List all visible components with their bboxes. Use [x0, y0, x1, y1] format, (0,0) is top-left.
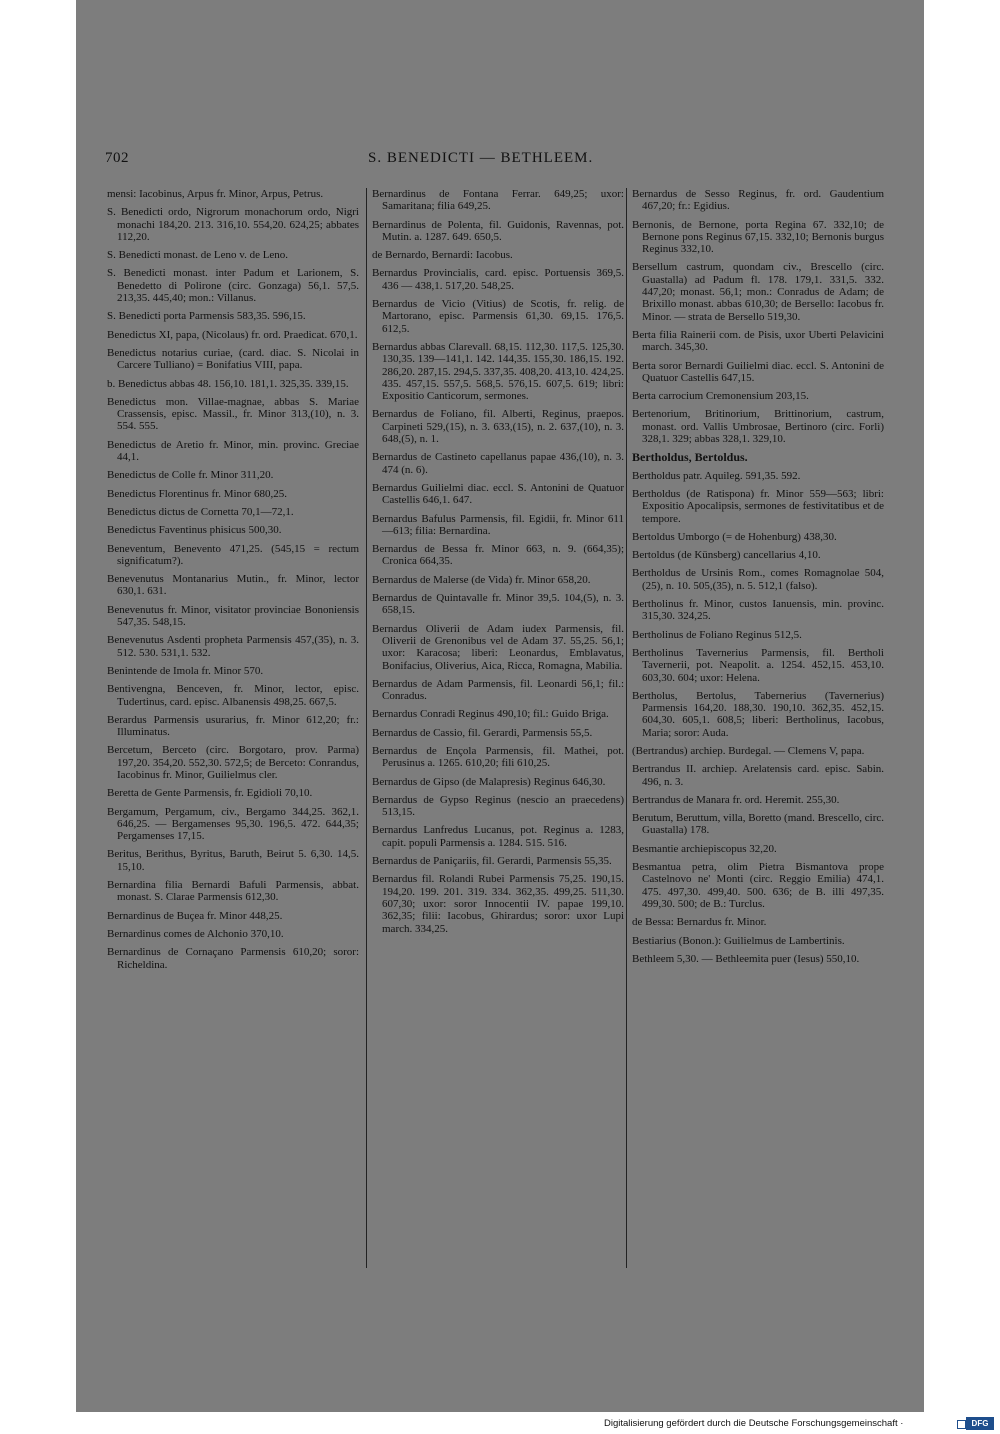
dfg-logo: DFG: [966, 1417, 994, 1430]
index-entry: Bertholdus de Ursinis Rom., comes Romagnolae 504,(25), n. 10. 505,(35), n. 5. 512,1 (falso).: [632, 567, 884, 592]
index-entry: Bernardus de Gypso Reginus (nescio an praecedens) 513,15.: [372, 793, 624, 819]
index-entry: S. Benedicti porta Parmensis 583,35. 596,15.: [107, 310, 306, 323]
index-entry: Bernardus de Vicio (Vitius) de Scotis, fr. relig. de Martorano, episc. Parmensis 61,30. 69,15. 176,5. 612,5.: [372, 298, 624, 335]
index-entry: Bernardus abbas Clarevall. 68,15. 112,30. 117,5. 125,30. 130,35. 139—141,1. 142. 144,35. 155,30. 186,15. 192. 286,20. 287,15. 294,5. 337,35. 408,20. 413,10. 424,25. 435. 457,15. 557,5. 568,5. 576,15. 607,5. 619; libri: Expositio Canticorum, sermones.: [372, 340, 624, 403]
index-entry: Beritus, Berithus, Byritus, Baruth, Beirut 5. 6,30. 14,5. 15,10.: [107, 848, 359, 873]
index-entry: Bernonis, de Bernone, porta Regina 67. 332,10; de Bernone pons Reginus 67,15. 332,10; Bernonis burgus Reginus 332,10.: [632, 218, 884, 256]
column-divider: [626, 188, 627, 1268]
page-number: 702: [105, 150, 129, 166]
index-entry: Bertholus, Bertolus, Tabernerius (Tavernerius) Parmensis 164,20. 188,30. 190,10. 362,35. 452,15. 604,30. 605,1. 608,5; liberi: Bertholinus, Iacobus, Maria; soror: Auda.: [632, 689, 884, 739]
index-entry: Bernardus Conradi Reginus 490,10; fil.: Guido Briga.: [372, 708, 609, 721]
column-divider: [366, 188, 367, 1268]
index-entry: Benedictus mon. Villae-magnae, abbas S. Mariae Crassensis, episc. Massil., fr. Minor 313,(10), n. 3. 554. 555.: [107, 395, 359, 433]
index-entry: Benedictus de Aretio fr. Minor, min. provinc. Greciae 44,1.: [107, 438, 359, 464]
index-entry: b. Benedictus abbas 48. 156,10. 181,1. 325,35. 339,15.: [107, 377, 349, 390]
index-entry: Bernardus Oliverii de Adam iudex Parmensis, fil. Oliverii de Grenonibus vel de Adam 37. 55,25. 56,1; uxor: Karacosa; liberi: Leonardus, Emblavatus, Bonifacius, Oliverius, Aica, Ricca, Romagna, Mabilia.: [372, 622, 624, 672]
index-entry: Benevenutus Asdenti propheta Parmensis 457,(35), n. 3. 512. 530. 531,1. 532.: [107, 634, 359, 659]
index-entry: Bethleem 5,30. — Bethleemita puer (Iesus) 550,10.: [632, 952, 860, 965]
index-entry: Bersellum castrum, quondam civ., Brescello (circ. Guastalla) ad Padum fl. 178. 179,1. 331,5. 332. 447,20; monast. 56,1; mon.: Conradus de Adam; de Brixillo monast. abbas 610,30; de Bersello: Iacobus fr. Minor. — strata de Bersello 519,30.: [632, 261, 884, 323]
index-entry: Bernardus de Bessa fr. Minor 663, n. 9. (664,35); Cronica 664,35.: [372, 543, 624, 568]
index-entry: Benevenutus Montanarius Mutin., fr. Minor, lector 630,1. 631.: [107, 573, 359, 598]
index-entry: Bernardinus de Polenta, fil. Guidonis, Ravennas, pot. Mutin. a. 1287. 649. 650,5.: [372, 218, 624, 243]
index-entry: Benedictus XI, papa, (Nicolaus) fr. ord. Praedicat. 670,1.: [107, 328, 358, 341]
index-entry: Bernardus de Malerse (de Vida) fr. Minor 658,20.: [372, 573, 591, 586]
index-entry: Bernardus de Gipso (de Malapresis) Reginus 646,30.: [372, 775, 606, 788]
index-entry: Benevenutus fr. Minor, visitator provinciae Bononiensis 547,35. 548,15.: [107, 603, 359, 629]
index-column-3: [632, 188, 884, 971]
index-entry: Bernardus de Ençola Parmensis, fil. Mathei, pot. Perusinus a. 1265. 610,20; fili 610,25.: [372, 744, 624, 770]
index-entry: Bergamum, Pergamum, civ., Bergamo 344,25. 362,1. 646,25. — Bergamenses 95,30. 196,5. 472. 644,35; Pergamenses 17,15.: [107, 805, 359, 843]
index-entry: Bertrandus de Manara fr. ord. Heremit. 255,30.: [632, 793, 840, 806]
funding-notice: Digitalisierung gefördert durch die Deutsche Forschungsgemeinschaft ·: [604, 1418, 904, 1429]
index-entry: Bentivengna, Benceven, fr. Minor, lector, episc. Tudertinus, card. episc. Albanensis 498,25. 667,5.: [107, 683, 359, 708]
index-column-2: [372, 188, 624, 941]
index-entry: Bernardus de Paniçariis, fil. Gerardi, Parmensis 55,35.: [372, 855, 612, 868]
index-entry: Bestiarius (Bonon.): Guilielmus de Lambertinis.: [632, 934, 845, 947]
index-entry: Bertholinus Tavernerius Parmensis, fil. Bertholi Tavernerii, pot. Neapolit. a. 1254. 452,15. 453,10. 603,30. 604; uxor: Helena.: [632, 646, 884, 684]
index-entry: Bertoldus Umborgo (= de Hohenburg) 438,30.: [632, 530, 837, 543]
index-entry: Beretta de Gente Parmensis, fr. Egidioli 70,10.: [107, 787, 313, 800]
running-head: S. BENEDICTI — BETHLEEM.: [368, 150, 594, 166]
index-entry: Bertoldus (de Künsberg) cancellarius 4,10.: [632, 549, 821, 562]
index-entry: S. Benedicti monast. de Leno v. de Leno.: [107, 249, 289, 262]
page-header: [105, 150, 625, 172]
index-entry: Bertholdus (de Ratispona) fr. Minor 559—563; libri: Expositio Apocalipsis, sermones de festivitatibus et de tempore.: [632, 487, 884, 525]
index-entry: Berta soror Bernardi Guilielmi diac. eccl. S. Antonini de Quatuor Castellis 647,15.: [632, 359, 884, 384]
index-entry: Bertholdus patr. Aquileg. 591,35. 592.: [632, 469, 801, 482]
index-entry: mensi: Iacobinus, Arpus fr. Minor, Arpus, Petrus.: [107, 188, 324, 200]
index-entry: Bertholdus, Bertoldus.: [632, 450, 748, 465]
dfg-mark-icon: [957, 1420, 966, 1429]
index-entry: Bertholinus de Foliano Reginus 512,5.: [632, 628, 802, 641]
index-entry: de Bessa: Bernardus fr. Minor.: [632, 916, 767, 929]
index-entry: Berta filia Rainerii com. de Pisis, uxor Uberti Pelavicini march. 345,30.: [632, 328, 884, 354]
index-entry: Beneventum, Benevento 471,25. (545,15 = rectum significatum?).: [107, 542, 359, 567]
index-entry: Bertrandus II. archiep. Arelatensis card. episc. Sabin. 496, n. 3.: [632, 763, 884, 788]
index-entry: S. Benedicti monast. inter Padum et Larionem, S. Benedetto di Polirone (circ. Gonzaga) 56,1. 57,5. 213,35. 445,40; mon.: Villanus.: [107, 267, 359, 305]
index-entry: Berardus Parmensis usurarius, fr. Minor 612,20; fr.: Illuminatus.: [107, 713, 359, 739]
index-entry: Bernardus de Castineto capellanus papae 436,(10), n. 3. 474 (n. 6).: [372, 451, 624, 476]
index-entry: Bernardus de Quintavalle fr. Minor 39,5. 104,(5), n. 3. 658,15.: [372, 592, 624, 617]
index-entry: Besmantie archiepiscopus 32,20.: [632, 842, 777, 855]
index-entry: Berta carrocium Cremonensium 203,15.: [632, 390, 809, 403]
index-entry: Benedictus notarius curiae, (card. diac. S. Nicolai in Carcere Tulliano) = Bonifatius VIII, papa.: [107, 346, 359, 372]
index-entry: Bernardus Bafulus Parmensis, fil. Egidii, fr. Minor 611—613; filia: Bernardina.: [372, 512, 624, 537]
index-entry: Benintende de Imola fr. Minor 570.: [107, 664, 264, 677]
index-entry: Bertenorium, Britinorium, Brittinorium, castrum, monast. ord. Vallis Umbrosae, Bertinoro (circ. Forlì) 328,1. 329; abbas 328,1. 329,10.: [632, 408, 884, 446]
index-entry: Bernardinus comes de Alchonio 370,10.: [107, 927, 284, 940]
index-entry: Bernardina filia Bernardi Bafuli Parmensis, abbat. monast. S. Clarae Parmensis 612,30.: [107, 879, 359, 904]
index-entry: Bernardus Guilielmi diac. eccl. S. Antonini de Quatuor Castellis 646,1. 647.: [372, 481, 624, 507]
index-entry: Bernardinus de Fontana Ferrar. 649,25; uxor: Samaritana; filia 649,25.: [372, 188, 624, 213]
index-entry: Benedictus de Colle fr. Minor 311,20.: [107, 469, 274, 482]
index-entry: Bernardus fil. Rolandi Rubei Parmensis 75,25. 190,15. 194,20. 199. 201. 319. 334. 362,35. 499,25. 511,30. 607,30; uxor: soror Innocentii IV. papae 199,10. 362,35; filii: Iacobus, Ghirardus; soror: uxor Lupi march. 334,25.: [372, 873, 624, 935]
index-entry: Bernardus de Adam Parmensis, fil. Leonardi 56,1; fil.: Conradus.: [372, 677, 624, 703]
index-entry: de Bernardo, Bernardi: Iacobus.: [372, 249, 513, 262]
index-entry: Bertholinus fr. Minor, custos Ianuensis, min. provinc. 315,30. 324,25.: [632, 598, 884, 623]
index-column-1: [107, 188, 359, 977]
index-entry: Bernardus de Cassio, fil. Gerardi, Parmensis 55,5.: [372, 726, 593, 739]
index-entry: S. Benedicti ordo, Nigrorum monachorum ordo, Nigri monachi 184,20. 213. 316,10. 554,20. 624,25; abbates 112,20.: [107, 206, 359, 243]
index-entry: Bernardinus de Buçea fr. Minor 448,25.: [107, 909, 283, 922]
index-entry: Bernardinus de Cornaçano Parmensis 610,20; soror: Richeldina.: [107, 946, 359, 971]
index-entry: Besmantua petra, olim Pietra Bismantova prope Castelnovo ne' Monti (circ. Reggio Emilia) 474,1. 475. 497,30. 499,40. 500. 636; de B. illi 497,35. 499,30. 500; de B.: Turclus.: [632, 861, 884, 910]
funding-footer: [604, 1418, 994, 1432]
index-entry: (Bertrandus) archiep. Burdegal. — Clemens V, papa.: [632, 744, 865, 757]
index-entry: Benedictus Faventinus phisicus 500,30.: [107, 524, 282, 537]
index-entry: Bernardus Provincialis, card. episc. Portuensis 369,5. 436 — 438,1. 517,20. 548,25.: [372, 267, 624, 292]
index-entry: Bernardus Lanfredus Lucanus, pot. Reginus a. 1283, capit. populi Parmensis a. 1284. 515. 516.: [372, 824, 624, 849]
index-entry: Benedictus Florentinus fr. Minor 680,25.: [107, 487, 287, 500]
index-entry: Benedictus dictus de Cornetta 70,1—72,1.: [107, 505, 294, 518]
index-entry: Berutum, Beruttum, villa, Boretto (mand. Brescello, circ. Guastalla) 178.: [632, 812, 884, 837]
index-entry: Bercetum, Berceto (circ. Borgotaro, prov. Parma) 197,20. 354,20. 552,30. 572,5; de Berceto: Conrandus, Iacobinus fr. Minor, Guilielmus cler.: [107, 744, 359, 781]
index-entry: Bernardus de Sesso Reginus, fr. ord. Gaudentium 467,20; fr.: Egidius.: [632, 188, 884, 213]
index-entry: Bernardus de Foliano, fil. Alberti, Reginus, praepos. Carpineti 529,(15), n. 3. 633,(15), n. 2. 637,(10), n. 3. 648,(5), n. 1.: [372, 408, 624, 446]
